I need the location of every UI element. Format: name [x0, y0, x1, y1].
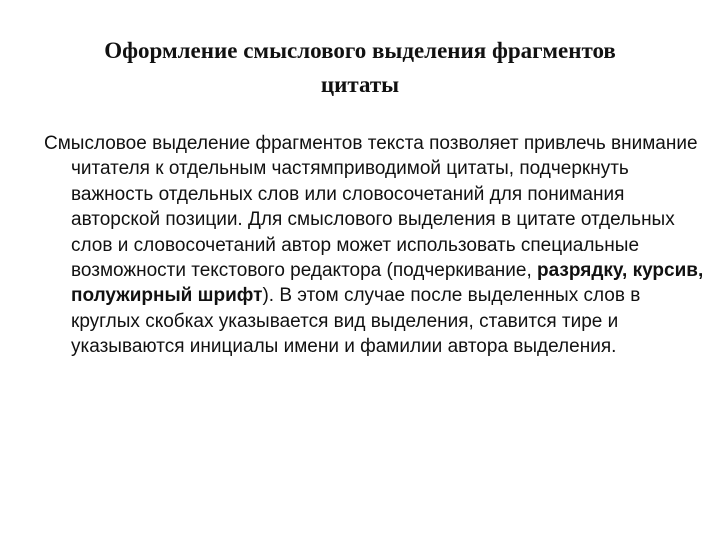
body-text-after-bold: ). В этом случае после выделенных слов в круглых скобках указывается вид выделения, ставится тире и указываются инициалы имени и фамилии автора выделения. [71, 285, 641, 358]
body-text-before-bold: Смысловое выделение фрагментов текста позволяет привлечь внимание читателя к отдельным частямприводимой цитаты, подчеркнуть важность отдельных слов или словосочетаний для понимания авторской позиции. Для смыслового выделения в цитате отдельных слов и словосочетаний автор может использовать специальные возможности текстового редактора (подчеркивание, [44, 133, 698, 282]
slide-title-line-2: цитаты [320, 72, 400, 97]
slide-title [20, 34, 700, 102]
slide-title-line-1: Оформление смыслового выделения фрагментов [104, 38, 616, 63]
slide-body-paragraph [44, 131, 707, 360]
body-bold-text: разрядку, курсив, полужирный шрифт [71, 260, 704, 307]
